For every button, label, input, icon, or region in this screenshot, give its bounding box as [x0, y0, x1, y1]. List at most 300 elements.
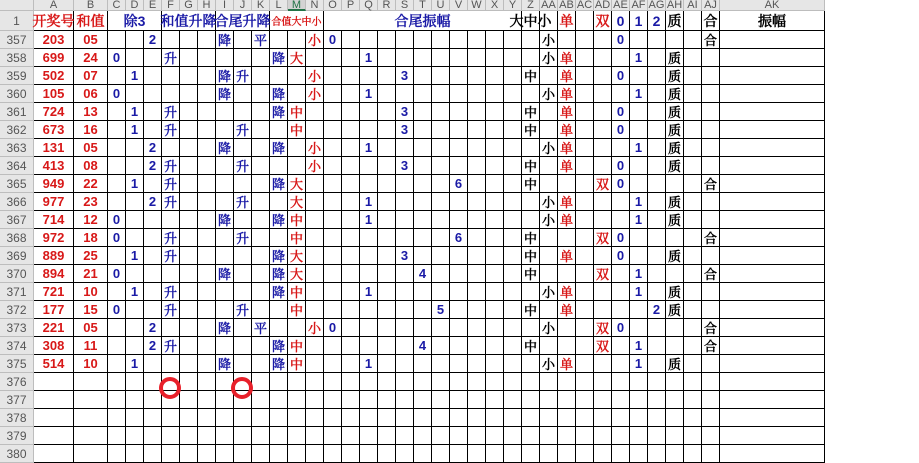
title-cell[interactable]: 1	[630, 11, 648, 31]
empty-cell[interactable]	[594, 157, 612, 175]
empty-cell[interactable]	[414, 211, 432, 229]
empty-cell[interactable]	[216, 175, 234, 193]
empty-cell[interactable]	[342, 409, 360, 427]
empty-cell[interactable]	[234, 445, 252, 463]
empty-cell[interactable]	[432, 391, 450, 409]
empty-cell[interactable]	[324, 229, 342, 247]
empty-cell[interactable]	[486, 157, 504, 175]
data-cell[interactable]: 6	[450, 229, 468, 247]
empty-cell[interactable]	[108, 427, 126, 445]
empty-cell[interactable]	[324, 121, 342, 139]
data-cell[interactable]: 1	[126, 121, 144, 139]
empty-cell[interactable]	[144, 301, 162, 319]
data-cell[interactable]: 单	[558, 247, 576, 265]
empty-cell[interactable]	[504, 193, 522, 211]
column-header-Q[interactable]: Q	[360, 0, 378, 11]
empty-cell[interactable]	[288, 157, 306, 175]
empty-cell[interactable]	[684, 139, 702, 157]
empty-cell[interactable]	[180, 193, 198, 211]
empty-cell[interactable]	[450, 427, 468, 445]
empty-cell[interactable]	[324, 103, 342, 121]
empty-cell[interactable]	[720, 229, 825, 247]
data-cell[interactable]: 3	[396, 157, 414, 175]
data-cell[interactable]: 单	[558, 139, 576, 157]
data-cell[interactable]: 升	[162, 175, 180, 193]
empty-cell[interactable]	[522, 319, 540, 337]
empty-cell[interactable]	[666, 229, 684, 247]
data-cell[interactable]: 升	[162, 247, 180, 265]
empty-cell[interactable]	[378, 175, 396, 193]
empty-cell[interactable]	[198, 211, 216, 229]
data-cell[interactable]: 降	[216, 265, 234, 283]
empty-cell[interactable]	[504, 355, 522, 373]
empty-cell[interactable]	[74, 373, 108, 391]
empty-cell[interactable]	[522, 355, 540, 373]
empty-cell[interactable]	[342, 85, 360, 103]
empty-cell[interactable]	[486, 427, 504, 445]
empty-cell[interactable]	[702, 355, 720, 373]
data-cell[interactable]: 升	[234, 229, 252, 247]
empty-cell[interactable]	[702, 283, 720, 301]
data-cell[interactable]: 889	[34, 247, 74, 265]
data-cell[interactable]: 3	[396, 247, 414, 265]
data-cell[interactable]: 降	[270, 247, 288, 265]
empty-cell[interactable]	[522, 193, 540, 211]
empty-cell[interactable]	[414, 193, 432, 211]
column-header-S[interactable]: S	[396, 0, 414, 11]
empty-cell[interactable]	[180, 85, 198, 103]
empty-cell[interactable]	[486, 49, 504, 67]
empty-cell[interactable]	[198, 355, 216, 373]
empty-cell[interactable]	[468, 157, 486, 175]
empty-cell[interactable]	[486, 31, 504, 49]
empty-cell[interactable]	[378, 103, 396, 121]
empty-cell[interactable]	[378, 85, 396, 103]
data-cell[interactable]: 中	[522, 337, 540, 355]
empty-cell[interactable]	[720, 139, 825, 157]
empty-cell[interactable]	[576, 103, 594, 121]
empty-cell[interactable]	[342, 49, 360, 67]
empty-cell[interactable]	[216, 193, 234, 211]
data-cell[interactable]: 699	[34, 49, 74, 67]
empty-cell[interactable]	[576, 67, 594, 85]
empty-cell[interactable]	[594, 193, 612, 211]
empty-cell[interactable]	[324, 373, 342, 391]
empty-cell[interactable]	[720, 391, 825, 409]
empty-cell[interactable]	[396, 229, 414, 247]
empty-cell[interactable]	[324, 265, 342, 283]
data-cell[interactable]: 小	[540, 355, 558, 373]
data-cell[interactable]: 中	[522, 67, 540, 85]
empty-cell[interactable]	[414, 427, 432, 445]
empty-cell[interactable]	[342, 67, 360, 85]
empty-cell[interactable]	[720, 265, 825, 283]
empty-cell[interactable]	[270, 409, 288, 427]
empty-cell[interactable]	[486, 103, 504, 121]
data-cell[interactable]: 中	[288, 229, 306, 247]
empty-cell[interactable]	[558, 175, 576, 193]
empty-cell[interactable]	[198, 247, 216, 265]
data-cell[interactable]: 0	[612, 157, 630, 175]
data-cell[interactable]: 质	[666, 49, 684, 67]
title-cell[interactable]: 2	[648, 11, 666, 31]
data-cell[interactable]: 升	[162, 229, 180, 247]
title-cell[interactable]: 质	[666, 11, 684, 31]
column-header-A[interactable]: A	[34, 0, 74, 11]
column-header-P[interactable]: P	[342, 0, 360, 11]
empty-cell[interactable]	[630, 175, 648, 193]
empty-cell[interactable]	[324, 427, 342, 445]
empty-cell[interactable]	[486, 193, 504, 211]
data-cell[interactable]: 22	[74, 175, 108, 193]
empty-cell[interactable]	[702, 139, 720, 157]
data-cell[interactable]: 中	[288, 283, 306, 301]
empty-cell[interactable]	[360, 157, 378, 175]
empty-cell[interactable]	[432, 445, 450, 463]
empty-cell[interactable]	[486, 391, 504, 409]
data-cell[interactable]: 质	[666, 247, 684, 265]
empty-cell[interactable]	[504, 247, 522, 265]
empty-cell[interactable]	[108, 121, 126, 139]
data-cell[interactable]: 小	[306, 157, 324, 175]
empty-cell[interactable]	[468, 211, 486, 229]
empty-cell[interactable]	[180, 247, 198, 265]
empty-cell[interactable]	[432, 211, 450, 229]
empty-cell[interactable]	[198, 157, 216, 175]
empty-cell[interactable]	[108, 247, 126, 265]
empty-cell[interactable]	[162, 409, 180, 427]
empty-cell[interactable]	[234, 409, 252, 427]
data-cell[interactable]: 中	[288, 355, 306, 373]
row-header[interactable]: 379	[0, 427, 34, 445]
empty-cell[interactable]	[180, 301, 198, 319]
empty-cell[interactable]	[612, 49, 630, 67]
empty-cell[interactable]	[504, 391, 522, 409]
data-cell[interactable]: 降	[270, 175, 288, 193]
data-cell[interactable]: 升	[162, 157, 180, 175]
empty-cell[interactable]	[234, 31, 252, 49]
empty-cell[interactable]	[450, 139, 468, 157]
empty-cell[interactable]	[468, 49, 486, 67]
row-header[interactable]: 380	[0, 445, 34, 463]
empty-cell[interactable]	[630, 409, 648, 427]
empty-cell[interactable]	[486, 265, 504, 283]
empty-cell[interactable]	[144, 229, 162, 247]
empty-cell[interactable]	[324, 247, 342, 265]
data-cell[interactable]: 中	[288, 211, 306, 229]
empty-cell[interactable]	[144, 67, 162, 85]
empty-cell[interactable]	[252, 391, 270, 409]
title-cell[interactable]: 合尾升降	[216, 11, 270, 31]
empty-cell[interactable]	[342, 283, 360, 301]
row-header[interactable]: 369	[0, 247, 34, 265]
data-cell[interactable]: 升	[162, 301, 180, 319]
data-cell[interactable]: 07	[74, 67, 108, 85]
data-cell[interactable]: 1	[360, 211, 378, 229]
data-cell[interactable]: 21	[74, 265, 108, 283]
row-header[interactable]: 372	[0, 301, 34, 319]
empty-cell[interactable]	[342, 31, 360, 49]
data-cell[interactable]: 502	[34, 67, 74, 85]
data-cell[interactable]: 13	[74, 103, 108, 121]
empty-cell[interactable]	[558, 409, 576, 427]
empty-cell[interactable]	[144, 49, 162, 67]
empty-cell[interactable]	[342, 391, 360, 409]
data-cell[interactable]: 949	[34, 175, 74, 193]
empty-cell[interactable]	[108, 445, 126, 463]
empty-cell[interactable]	[144, 265, 162, 283]
empty-cell[interactable]	[486, 337, 504, 355]
empty-cell[interactable]	[414, 319, 432, 337]
empty-cell[interactable]	[288, 373, 306, 391]
empty-cell[interactable]	[522, 391, 540, 409]
empty-cell[interactable]	[612, 211, 630, 229]
empty-cell[interactable]	[558, 319, 576, 337]
empty-cell[interactable]	[378, 229, 396, 247]
empty-cell[interactable]	[504, 409, 522, 427]
empty-cell[interactable]	[540, 409, 558, 427]
empty-cell[interactable]	[126, 85, 144, 103]
empty-cell[interactable]	[198, 139, 216, 157]
empty-cell[interactable]	[612, 85, 630, 103]
empty-cell[interactable]	[648, 427, 666, 445]
empty-cell[interactable]	[540, 247, 558, 265]
empty-cell[interactable]	[126, 301, 144, 319]
empty-cell[interactable]	[594, 121, 612, 139]
empty-cell[interactable]	[432, 427, 450, 445]
empty-cell[interactable]	[342, 247, 360, 265]
data-cell[interactable]: 小	[540, 283, 558, 301]
empty-cell[interactable]	[198, 373, 216, 391]
empty-cell[interactable]	[540, 427, 558, 445]
empty-cell[interactable]	[450, 85, 468, 103]
empty-cell[interactable]	[198, 193, 216, 211]
empty-cell[interactable]	[234, 265, 252, 283]
empty-cell[interactable]	[684, 409, 702, 427]
data-cell[interactable]: 升	[234, 67, 252, 85]
data-cell[interactable]: 降	[270, 85, 288, 103]
empty-cell[interactable]	[594, 445, 612, 463]
empty-cell[interactable]	[450, 103, 468, 121]
empty-cell[interactable]	[378, 409, 396, 427]
data-cell[interactable]: 1	[630, 49, 648, 67]
empty-cell[interactable]	[270, 445, 288, 463]
data-cell[interactable]: 714	[34, 211, 74, 229]
data-cell[interactable]: 小	[540, 319, 558, 337]
data-cell[interactable]: 质	[666, 103, 684, 121]
empty-cell[interactable]	[378, 337, 396, 355]
empty-cell[interactable]	[162, 85, 180, 103]
empty-cell[interactable]	[630, 301, 648, 319]
empty-cell[interactable]	[576, 31, 594, 49]
empty-cell[interactable]	[432, 85, 450, 103]
empty-cell[interactable]	[684, 283, 702, 301]
data-cell[interactable]: 1	[630, 193, 648, 211]
empty-cell[interactable]	[450, 31, 468, 49]
empty-cell[interactable]	[720, 373, 825, 391]
data-cell[interactable]: 单	[558, 103, 576, 121]
data-cell[interactable]: 升	[162, 337, 180, 355]
data-cell[interactable]: 06	[74, 85, 108, 103]
empty-cell[interactable]	[720, 409, 825, 427]
empty-cell[interactable]	[288, 139, 306, 157]
empty-cell[interactable]	[468, 85, 486, 103]
column-header-N[interactable]: N	[306, 0, 324, 11]
empty-cell[interactable]	[270, 193, 288, 211]
empty-cell[interactable]	[342, 301, 360, 319]
empty-cell[interactable]	[180, 445, 198, 463]
empty-cell[interactable]	[144, 391, 162, 409]
empty-cell[interactable]	[306, 229, 324, 247]
empty-cell[interactable]	[74, 445, 108, 463]
empty-cell[interactable]	[576, 49, 594, 67]
empty-cell[interactable]	[252, 103, 270, 121]
column-header-AG[interactable]: AG	[648, 0, 665, 11]
empty-cell[interactable]	[216, 157, 234, 175]
empty-cell[interactable]	[720, 31, 825, 49]
empty-cell[interactable]	[450, 301, 468, 319]
empty-cell[interactable]	[396, 445, 414, 463]
empty-cell[interactable]	[252, 445, 270, 463]
select-all-corner[interactable]	[0, 0, 34, 11]
data-cell[interactable]: 177	[34, 301, 74, 319]
empty-cell[interactable]	[414, 175, 432, 193]
data-cell[interactable]: 08	[74, 157, 108, 175]
empty-cell[interactable]	[126, 337, 144, 355]
empty-cell[interactable]	[468, 319, 486, 337]
empty-cell[interactable]	[180, 49, 198, 67]
row-header[interactable]: 367	[0, 211, 34, 229]
empty-cell[interactable]	[468, 337, 486, 355]
empty-cell[interactable]	[378, 139, 396, 157]
data-cell[interactable]: 小	[540, 139, 558, 157]
empty-cell[interactable]	[360, 427, 378, 445]
data-cell[interactable]: 小	[306, 31, 324, 49]
data-cell[interactable]: 6	[450, 175, 468, 193]
empty-cell[interactable]	[306, 211, 324, 229]
data-cell[interactable]: 中	[522, 301, 540, 319]
row-header[interactable]: 365	[0, 175, 34, 193]
empty-cell[interactable]	[378, 193, 396, 211]
empty-cell[interactable]	[378, 31, 396, 49]
empty-cell[interactable]	[648, 355, 666, 373]
empty-cell[interactable]	[414, 391, 432, 409]
data-cell[interactable]: 05	[74, 139, 108, 157]
row-header[interactable]: 373	[0, 319, 34, 337]
empty-cell[interactable]	[252, 247, 270, 265]
empty-cell[interactable]	[216, 409, 234, 427]
data-cell[interactable]: 1	[360, 283, 378, 301]
empty-cell[interactable]	[180, 67, 198, 85]
empty-cell[interactable]	[180, 319, 198, 337]
empty-cell[interactable]	[126, 265, 144, 283]
row-header[interactable]: 368	[0, 229, 34, 247]
empty-cell[interactable]	[252, 283, 270, 301]
data-cell[interactable]: 0	[612, 229, 630, 247]
empty-cell[interactable]	[522, 427, 540, 445]
empty-cell[interactable]	[612, 355, 630, 373]
empty-cell[interactable]	[198, 103, 216, 121]
row-header[interactable]: 363	[0, 139, 34, 157]
data-cell[interactable]: 2	[144, 157, 162, 175]
empty-cell[interactable]	[504, 445, 522, 463]
data-cell[interactable]: 单	[558, 193, 576, 211]
empty-cell[interactable]	[378, 427, 396, 445]
empty-cell[interactable]	[414, 373, 432, 391]
data-cell[interactable]: 1	[630, 337, 648, 355]
row-header[interactable]: 376	[0, 373, 34, 391]
empty-cell[interactable]	[486, 409, 504, 427]
column-header-Y[interactable]: Y	[504, 0, 522, 11]
empty-cell[interactable]	[468, 67, 486, 85]
empty-cell[interactable]	[162, 355, 180, 373]
empty-cell[interactable]	[576, 265, 594, 283]
empty-cell[interactable]	[144, 409, 162, 427]
data-cell[interactable]: 降	[216, 31, 234, 49]
row-header[interactable]: 362	[0, 121, 34, 139]
empty-cell[interactable]	[432, 337, 450, 355]
empty-cell[interactable]	[468, 391, 486, 409]
title-cell[interactable]: 0	[612, 11, 630, 31]
empty-cell[interactable]	[126, 445, 144, 463]
empty-cell[interactable]	[216, 337, 234, 355]
empty-cell[interactable]	[198, 175, 216, 193]
empty-cell[interactable]	[504, 211, 522, 229]
data-cell[interactable]: 降	[270, 139, 288, 157]
empty-cell[interactable]	[74, 391, 108, 409]
data-cell[interactable]: 中	[522, 265, 540, 283]
empty-cell[interactable]	[252, 175, 270, 193]
empty-cell[interactable]	[396, 31, 414, 49]
empty-cell[interactable]	[666, 409, 684, 427]
row-header[interactable]: 375	[0, 355, 34, 373]
empty-cell[interactable]	[648, 391, 666, 409]
data-cell[interactable]: 0	[324, 319, 342, 337]
empty-cell[interactable]	[576, 391, 594, 409]
empty-cell[interactable]	[594, 211, 612, 229]
empty-cell[interactable]	[216, 247, 234, 265]
empty-cell[interactable]	[198, 319, 216, 337]
title-cell[interactable]: 合尾振幅	[324, 11, 522, 31]
empty-cell[interactable]	[558, 31, 576, 49]
empty-cell[interactable]	[342, 337, 360, 355]
empty-cell[interactable]	[576, 445, 594, 463]
data-cell[interactable]: 24	[74, 49, 108, 67]
empty-cell[interactable]	[522, 139, 540, 157]
empty-cell[interactable]	[216, 301, 234, 319]
data-cell[interactable]: 降	[270, 265, 288, 283]
empty-cell[interactable]	[432, 193, 450, 211]
data-cell[interactable]: 质	[666, 139, 684, 157]
data-cell[interactable]: 2	[648, 301, 666, 319]
empty-cell[interactable]	[630, 319, 648, 337]
empty-cell[interactable]	[198, 337, 216, 355]
empty-cell[interactable]	[108, 337, 126, 355]
title-cell[interactable]: 合值大中小	[270, 11, 324, 31]
empty-cell[interactable]	[594, 355, 612, 373]
empty-cell[interactable]	[252, 355, 270, 373]
empty-cell[interactable]	[324, 445, 342, 463]
empty-cell[interactable]	[630, 391, 648, 409]
empty-cell[interactable]	[684, 193, 702, 211]
empty-cell[interactable]	[396, 193, 414, 211]
empty-cell[interactable]	[378, 373, 396, 391]
empty-cell[interactable]	[126, 193, 144, 211]
empty-cell[interactable]	[702, 409, 720, 427]
row-header[interactable]: 357	[0, 31, 34, 49]
empty-cell[interactable]	[234, 355, 252, 373]
empty-cell[interactable]	[540, 175, 558, 193]
